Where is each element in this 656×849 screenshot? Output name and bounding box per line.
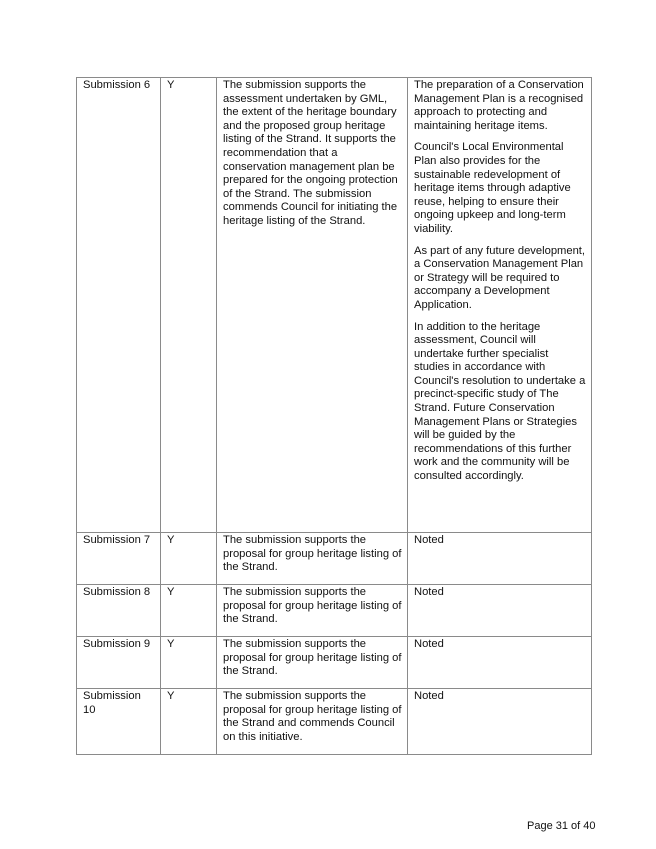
support-cell: Y [161,585,217,637]
response-cell [408,78,592,533]
submission-id-cell: Submission 9 [77,637,161,689]
submissions-table [76,77,592,755]
summary-cell: The submission supports the proposal for group heritage listing of the Strand. [217,533,408,585]
response-cell: Noted [408,585,592,637]
table-row [77,585,592,637]
support-cell: Y [161,78,217,533]
response-paragraph: As part of any future development, a Conservation Management Plan or Strategy will be required to accompany a Development Application. [414,244,586,311]
table-row [77,533,592,585]
submission-id-cell: Submission 7 [77,533,161,585]
submission-id-cell: Submission 8 [77,585,161,637]
support-cell: Y [161,637,217,689]
response-paragraph: Council's Local Environmental Plan also provides for the sustainable redevelopment of heritage items through adaptive reuse, helping to ensure their ongoing upkeep and long-term viability. [414,141,571,235]
response-paragraph: In addition to the heritage assessment, Council will undertake further specialist studies in accordance with Council's resolution to undertake a precinct-specific study of The Strand. Future Conservation Management Plans or Strategies will be guided by the recommendations of this further work and the community will be consulted accordingly. [414,320,586,483]
summary-cell: The submission supports the proposal for group heritage listing of the Strand. [217,637,408,689]
table-row [77,689,592,755]
response-cell: Noted [408,533,592,585]
summary-cell: The submission supports the proposal for group heritage listing of the Strand. [217,585,408,637]
table-row [77,637,592,689]
support-cell: Y [161,689,217,755]
table-row [77,78,592,533]
response-cell: Noted [408,689,592,755]
page-number: Page 31 of 40 [527,820,596,832]
submission-id-cell: Submission 6 [77,78,161,533]
response-cell: Noted [408,637,592,689]
response-paragraph: The preparation of a Conservation Management Plan is a recognised approach to protecting and maintaining heritage items. [414,79,584,132]
summary-cell: The submission supports the proposal for group heritage listing of the Strand and commends Council on this initiative. [217,689,408,755]
submission-id-cell: Submission 10 [77,689,161,755]
summary-cell: The submission supports the assessment undertaken by GML, the extent of the heritage boundary and the proposed group heritage listing of the Strand. It supports the recommendation that a conservation management plan be prepared for the ongoing protection of the Strand. The submission commends Council for initiating the heritage listing of the Strand. [217,78,408,533]
support-cell: Y [161,533,217,585]
